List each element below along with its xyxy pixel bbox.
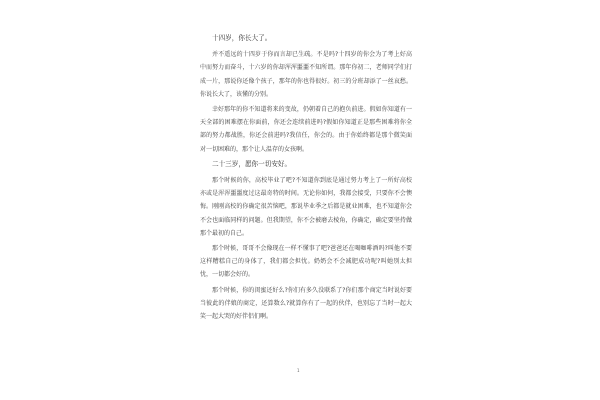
paragraph: 那个时候，哥哥不会像现在一样不懂事了吧?爸爸还在喝咖啡酒吗?叫他不要这样糟糕自己的身体了，我们都会担忧。奶奶会不会减肥成功呢?叫她别太担忧，一切都会好的。 [200,245,412,279]
paragraph: 幸好那年的你不知道将来的变故，仍朝着自己的抱负前进。假如你知道有一天全部的困难摆在你面前，你还会连续前进吗?假如你知道正是那些困难将你全部的努力都战胜，你还会前进吗?我信任，你会的。由于你始终都是那个微笑面对一切困难的，那个让人温存的女孩啊。 [200,106,412,153]
paragraph: 那个时候的你，高校毕业了吧?不知道你到底是通过努力考上了一所好高校亦或是浑浑噩噩度过这最奇特的时间。无论你如何，我都会接受，只要你不会懊悔。刚刚高校的你确定很苦恼吧，那说毕业季之后都是就业困难，也不知道你会不会也面临同样的问题。但我期望，你不会被磨去棱角，你确定，确定要坚持做那个最初的自己。 [200,177,412,237]
section-heading: 十四岁，你长大了。 [212,34,272,42]
section-heading: 二十三岁，愿你一切安好。 [212,159,292,168]
document-body [200,32,412,325]
paragraph: 那个时候，你的闺蜜还好么?你们有多久没联系了?你们那个商定当时说好要当彼此的伴娘的商定，还算数么?就算你有了一起的伙伴，也别忘了当时一起大笑一起大哭的好伴侣们啊。 [200,286,412,321]
page-number: 1 [297,368,300,373]
paragraph: 并不遥远的十四岁于你而言却已生疏。不是吗?十四岁的你会为了考上好高中而努力而奋斗，十六岁的你却浑浑噩噩不知所谓。那年你初二，老师同学们打成一片，那说你还像个孩子，那年的你也得很好。初三的分班却添了一丝哀愁。你说长大了，该懂的分别。 [200,51,412,98]
